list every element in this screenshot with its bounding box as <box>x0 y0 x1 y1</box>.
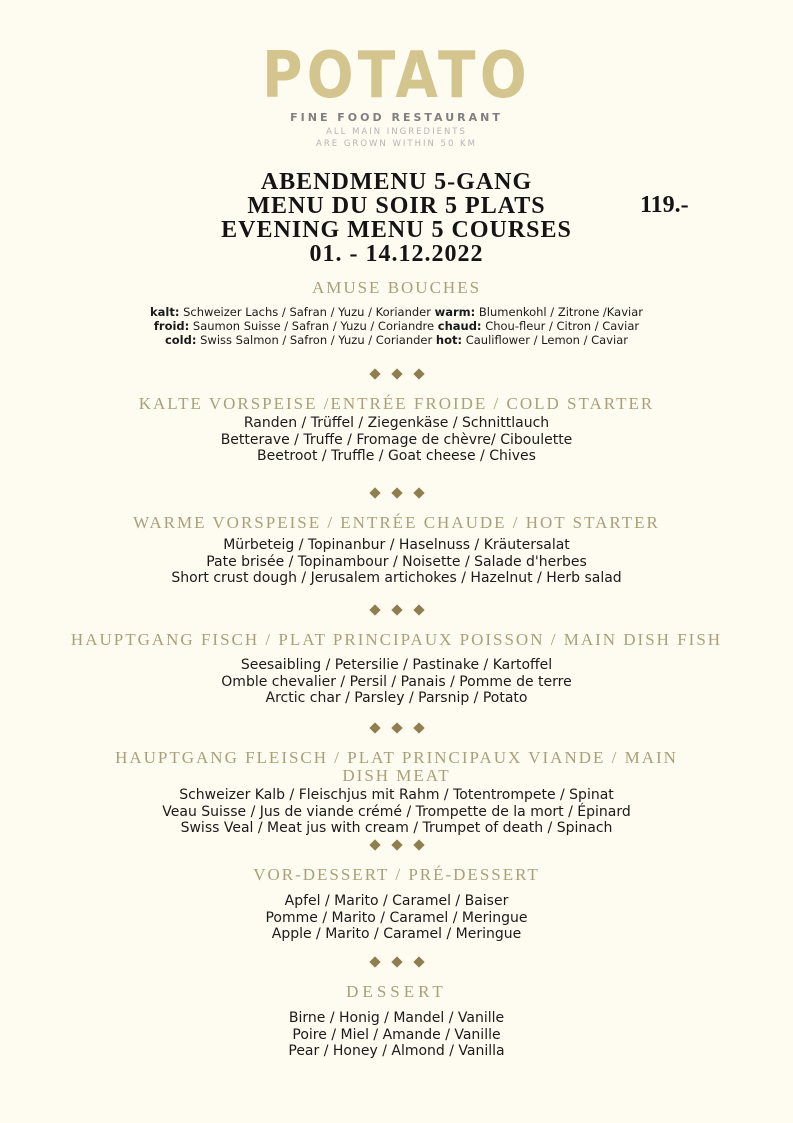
section-heading-cold-starter: KALTE VORSPEISE /ENTRÉE FROIDE / COLD STARTER <box>138 394 655 413</box>
diamond-divider-icon <box>371 368 423 380</box>
menu-line: Mürbeteig / Topinanbur / Haselnuss / Kräutersalat <box>223 537 570 553</box>
menu-line: Swiss Veal / Meat jus with cream / Trumpet of death / Spinach <box>180 820 613 836</box>
diamond-divider-icon <box>371 487 423 499</box>
section-heading-dessert: DESSERT <box>346 982 447 1001</box>
hot-starter-items <box>0 537 793 587</box>
section-heading-main-fish: HAUPTGANG FISCH / PLAT PRINCIPAUX POISSON / MAIN DISH FISH <box>70 630 723 649</box>
menu-line: Birne / Honig / Mandel / Vanille <box>288 1010 505 1026</box>
menu-line: Seesaibling / Petersilie / Pastinake / Kartoffel <box>240 657 553 673</box>
section-heading-hot-starter: WARME VORSPEISE / ENTRÉE CHAUDE / HOT STARTER <box>133 513 660 532</box>
dessert-items <box>0 1010 793 1060</box>
section-heading-main-meat: HAUPTGANG FLEISCH / PLAT PRINCIPAUX VIANDE / MAIN DISH MEAT <box>115 748 678 785</box>
section-heading-amuse: AMUSE BOUCHES <box>311 278 482 297</box>
menu-line: Omble chevalier / Persil / Panais / Pomme de terre <box>221 673 572 690</box>
section-heading-pre-dessert: VOR-DESSERT / PRÉ-DESSERT <box>253 865 540 884</box>
logo-note-line2: ARE GROWN WITHIN 50 KM <box>316 139 477 149</box>
menu-line: Betterave / Truffe / Fromage de chèvre/ Ciboulette <box>220 431 573 448</box>
menu-line: Poire / Miel / Amande / Vanille <box>292 1026 501 1043</box>
diamond-divider-icon <box>371 839 423 851</box>
amuse-row: froid: Saumon Suisse / Safran / Yuzu / Coriandre chaud: Chou-fleur / Citron / Caviar <box>153 319 640 333</box>
logo-note-line1: ALL MAIN INGREDIENTS <box>326 127 467 137</box>
menu-title-de: ABENDMENU 5-GANG <box>260 169 533 195</box>
main-fish-items <box>0 657 793 707</box>
diamond-divider-icon <box>371 722 423 734</box>
menu-line: Apple / Marito / Caramel / Meringue <box>271 926 522 942</box>
diamond-divider-icon <box>371 604 423 616</box>
menu-line: Apfel / Marito / Caramel / Baiser <box>284 893 509 909</box>
main-meat-items <box>0 787 793 837</box>
menu-line: Beetroot / Truffle / Goat cheese / Chives <box>257 448 536 464</box>
menu-line: Short crust dough / Jerusalem artichokes / Hazelnut / Herb salad <box>171 570 622 586</box>
menu-line: Schweizer Kalb / Fleischjus mit Rahm / Totentrompete / Spinat <box>179 787 614 803</box>
restaurant-logo: POTATO <box>262 39 531 113</box>
menu-title-fr: MENU DU SOIR 5 PLATS <box>247 193 546 219</box>
menu-line: Randen / Trüffel / Ziegenkäse / Schnittlauch <box>243 415 550 431</box>
amuse-row: cold: Swiss Salmon / Safron / Yuzu / Coriander hot: Cauliflower / Lemon / Caviar <box>164 333 629 347</box>
amuse-bouches-list <box>0 305 793 347</box>
menu-title-en: EVENING MENU 5 COURSES <box>221 217 572 243</box>
amuse-row: kalt: Schweizer Lachs / Safran / Yuzu / Koriander warm: Blumenkohl / Zitrone /Kaviar <box>150 305 643 319</box>
menu-line: Arctic char / Parsley / Parsnip / Potato <box>265 690 528 706</box>
pre-dessert-items <box>0 893 793 943</box>
menu-line: Pear / Honey / Almond / Vanilla <box>288 1043 505 1059</box>
menu-line: Pomme / Marito / Caramel / Meringue <box>265 909 528 926</box>
menu-line: Veau Suisse / Jus de viande crémé / Trompette de la mort / Épinard <box>162 803 631 820</box>
menu-dates: 01. - 14.12.2022 <box>309 241 484 267</box>
cold-starter-items <box>0 415 793 465</box>
logo-tagline: FINE FOOD RESTAURANT <box>290 111 503 124</box>
menu-price: 119.- <box>640 192 689 218</box>
diamond-divider-icon <box>371 956 423 968</box>
menu-line: Pate brisée / Topinambour / Noisette / Salade d'herbes <box>206 553 587 570</box>
